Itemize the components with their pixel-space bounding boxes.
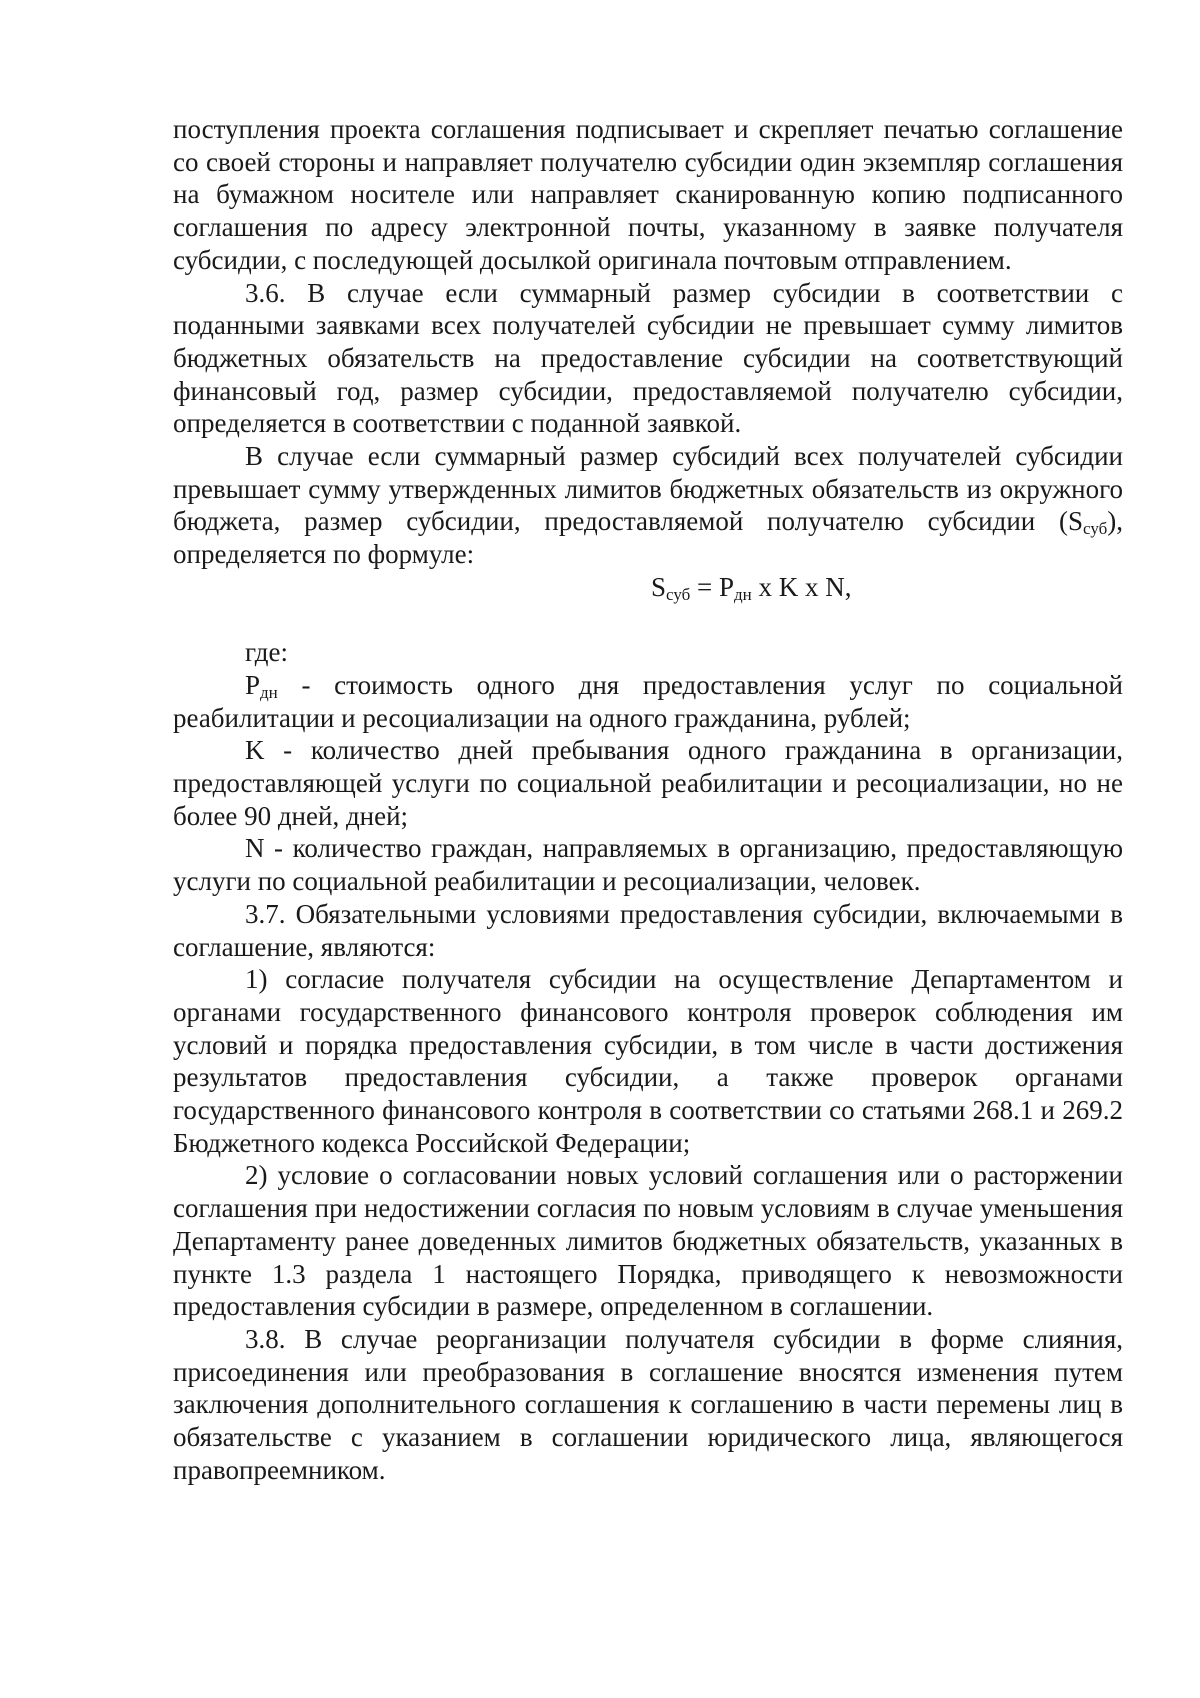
condition-item-2: 2) условие о согласовании новых условий соглашения или о расторжении соглашения при недостижении согласия по новым условиям в случае уменьшения Департаменту ранее доведенных лимитов бюджетных обязательств, указанных в пункте 1.3 раздела 1 настоящего Порядка, приводящего к невозможности предоставления субсидии в размере, определенном в соглашении. bbox=[173, 1160, 1123, 1322]
paragraph-subsidy-exceeds bbox=[173, 440, 1123, 571]
formula-p-subscript: дн bbox=[734, 584, 752, 604]
condition-item-1: 1) согласие получателя субсидии на осуществление Департаментом и органами государственного финансового контроля проверок соблюдения им условий и порядка предоставления субсидии, в том числе в части достижения результатов предоставления субсидии, а также проверок органами государственного финансового контроля в соответствии со статьями 268.1 и 269.2 Бюджетного кодекса Российской Федерации; bbox=[173, 964, 1123, 1158]
paragraph-subsidy-exceeds-end: ), определяется по формуле: bbox=[173, 506, 1123, 570]
formula-spacing bbox=[173, 604, 1123, 637]
subscript-sub: суб bbox=[1083, 519, 1108, 539]
paragraph-subsidy-exceeds-text: В случае если суммарный размер субсидий всех получателей субсидии превышает сумму утвержденных лимитов бюджетных обязательств из окружного бюджета, размер субсидии, предоставляемой получателю субсидии (S bbox=[173, 441, 1123, 537]
definition-p-symbol: P bbox=[245, 669, 261, 700]
formula-s-subscript: суб bbox=[666, 584, 691, 604]
definition-p-dn bbox=[173, 669, 1123, 734]
formula-s: S bbox=[651, 571, 667, 602]
paragraph-intro-continuation: поступления проекта соглашения подписывает и скрепляет печатью соглашение со своей стороны и направляет получателю субсидии один экземпляр соглашения на бумажном носителе или направляет сканированную копию подписанного соглашения по адресу электронной почты, указанному в заявке получателя субсидии, с последующей досылкой оригинала почтовым отправлением. bbox=[173, 114, 1123, 275]
document-body bbox=[173, 113, 1123, 1487]
formula-equals-p: = P bbox=[690, 571, 735, 602]
paragraph-3-8: 3.8. В случае реорганизации получателя субсидии в форме слияния, присоединения или преобразования в соглашение вносятся изменения путем заключения дополнительного соглашения к соглашению в части перемены лиц в обязательстве с указанием в соглашении юридического лица, являющегося правопреемником. bbox=[173, 1324, 1123, 1485]
paragraph-3-6: 3.6. В случае если суммарный размер субсидии в соответствии с поданными заявками всех получателей субсидии не превышает сумму лимитов бюджетных обязательств на предоставление субсидии на соответствующий финансовый год, размер субсидии, предоставляемой получателю субсидии, определяется в соответствии с поданной заявкой. bbox=[173, 277, 1123, 439]
subsidy-formula bbox=[173, 571, 1123, 604]
where-label: где: bbox=[245, 637, 288, 668]
formula-rest: x K x N, bbox=[751, 571, 852, 602]
definition-p-subscript: дн bbox=[260, 682, 278, 702]
definition-k: K - количество дней пребывания одного гражданина в организации, предоставляющей услуги по социальной реабилитации и ресоциализации, но не более 90 дней, дней; bbox=[173, 735, 1123, 831]
paragraph-3-7: 3.7. Обязательными условиями предоставления субсидии, включаемыми в соглашение, являются: bbox=[173, 898, 1123, 962]
definition-n: N - количество граждан, направляемых в организацию, предоставляющую услуги по социальной реабилитации и ресоциализации, человек. bbox=[173, 833, 1123, 897]
definition-p-text: - стоимость одного дня предоставления услуг по социальной реабилитации и ресоциализации на одного гражданина, рублей; bbox=[173, 669, 1123, 733]
